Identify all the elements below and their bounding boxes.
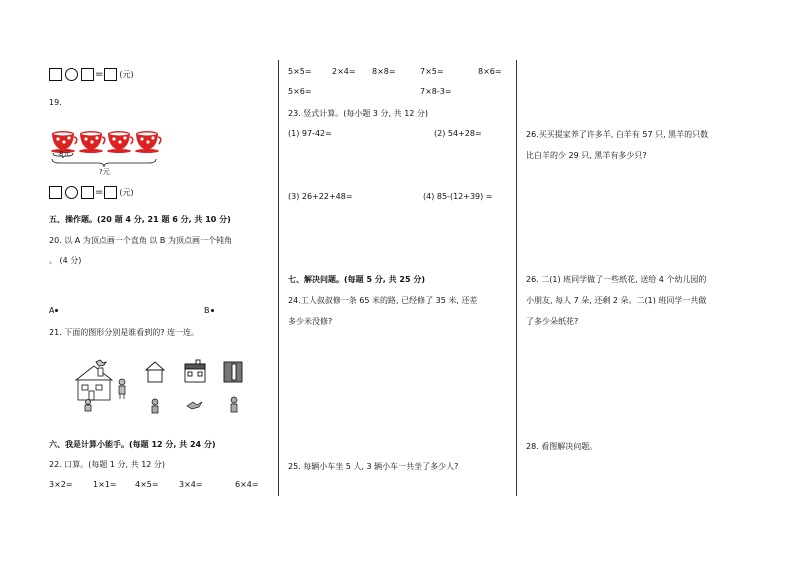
equals-sign: = [95, 187, 104, 198]
point-a [49, 306, 58, 315]
q23-text: 23. 竖式计算。(每小题 3 分, 共 12 分) [288, 109, 429, 118]
house-side-view-icon [185, 360, 205, 382]
vertical-calc-2: (2) 54+28= [434, 129, 482, 138]
q26b-text-line3: 了多少朵纸花? [526, 317, 579, 326]
answer-box[interactable] [104, 186, 117, 199]
oral-calc-item: 8×8= [372, 67, 396, 76]
column-divider-left [278, 60, 279, 496]
oral-calc-item: 3×4= [179, 480, 203, 489]
answer-box[interactable] [49, 186, 62, 199]
equation-blanks-q19 [49, 186, 134, 199]
q20-text-line1: 20. 以 A 为顶点画一个直角 以 B 为顶点画一个钝角 [49, 236, 232, 245]
q21-illustration [72, 358, 252, 418]
q26a-text-line1: 26.买买提家养了许多羊, 白羊有 57 只, 黑羊的只数 [526, 130, 709, 139]
point-a-label: A [49, 306, 55, 315]
section6-title: 六、我是计算小能手。(每题 12 分, 共 24 分) [49, 440, 216, 449]
oral-calc-item: 1×1= [93, 480, 117, 489]
point-b-label: B [204, 306, 210, 315]
q20-text-line2: 。 (4 分) [49, 256, 82, 265]
vertical-calc-1: (1) 97-42= [288, 129, 332, 138]
operator-circle[interactable] [65, 186, 78, 199]
oral-calc-item: 2×4= [332, 67, 356, 76]
q21-text: 21. 下面的图形分别是谁看到的? 连一连。 [49, 328, 200, 337]
child-figure-icon [231, 397, 237, 412]
q19-label: 19. [49, 98, 62, 107]
point-b-dot[interactable] [211, 309, 214, 312]
q24-text-line1: 24.工人叔叔修一条 65 米的路, 已经修了 35 米, 还差 [288, 296, 478, 305]
oral-calc-item: 6×4= [235, 480, 259, 489]
cup-icon [107, 131, 133, 153]
house-front-view-icon [146, 362, 164, 382]
equals-sign: = [95, 69, 104, 80]
q26a-text-line2: 比白羊的少 29 只, 黑羊有多少只? [526, 151, 647, 160]
oral-calc-item: 5×6= [288, 87, 312, 96]
unit-label: (元) [119, 70, 134, 79]
vertical-calc-4: (4) 85-(12+39) = [423, 192, 493, 201]
q26b-text-line1: 26. 二(1) 班同学做了一些纸花, 送给 4 个幼儿园的 [526, 275, 707, 284]
q26b-text-line2: 小朋友, 每人 7 朵, 还剩 2 朵。二(1) 班同学一共做 [526, 296, 707, 305]
q21-svg [72, 358, 252, 418]
answer-box[interactable] [81, 68, 94, 81]
answer-box[interactable] [81, 186, 94, 199]
child-figure-icon [119, 379, 125, 399]
cup-icon [79, 131, 105, 153]
vertical-calc-3: (3) 26+22+48= [288, 192, 353, 201]
bird-icon [96, 360, 106, 366]
house-back-view-icon [224, 362, 242, 382]
section5-title: 五、操作题。(20 题 4 分, 21 题 6 分, 共 10 分) [49, 215, 231, 224]
oral-calc-item: 5×5= [288, 67, 312, 76]
unit-label: (元) [119, 188, 134, 197]
answer-box[interactable] [104, 68, 117, 81]
q22-text: 22. 口算。(每题 1 分, 共 12 分) [49, 460, 166, 469]
column-divider-right [516, 60, 517, 496]
child-figure-icon [85, 400, 91, 412]
q24-text-line2: 多少米没修? [288, 317, 333, 326]
point-b [204, 306, 214, 315]
section7-title: 七、解决问题。(每题 5 分, 共 25 分) [288, 275, 425, 284]
q28-text: 28. 看图解决问题。 [526, 442, 598, 451]
operator-circle[interactable] [65, 68, 78, 81]
oral-calc-item: 8×6= [478, 67, 502, 76]
house-icon [76, 366, 112, 400]
q19-price-label: 8元 [59, 150, 71, 158]
oral-calc-item: 7×5= [420, 67, 444, 76]
q19-total-label: ?元 [99, 168, 110, 176]
oral-calc-item: 7×8-3= [420, 87, 452, 96]
child-figure-icon [152, 399, 158, 413]
q25-text: 25. 每辆小车坐 5 人, 3 辆小车一共坐了多少人? [288, 462, 459, 471]
equation-blanks-top [49, 68, 134, 81]
cup-icon [135, 131, 161, 153]
point-a-dot[interactable] [55, 309, 58, 312]
bird-icon [187, 402, 202, 409]
oral-calc-item: 4×5= [135, 480, 159, 489]
oral-calc-item: 3×2= [49, 480, 73, 489]
answer-box[interactable] [49, 68, 62, 81]
